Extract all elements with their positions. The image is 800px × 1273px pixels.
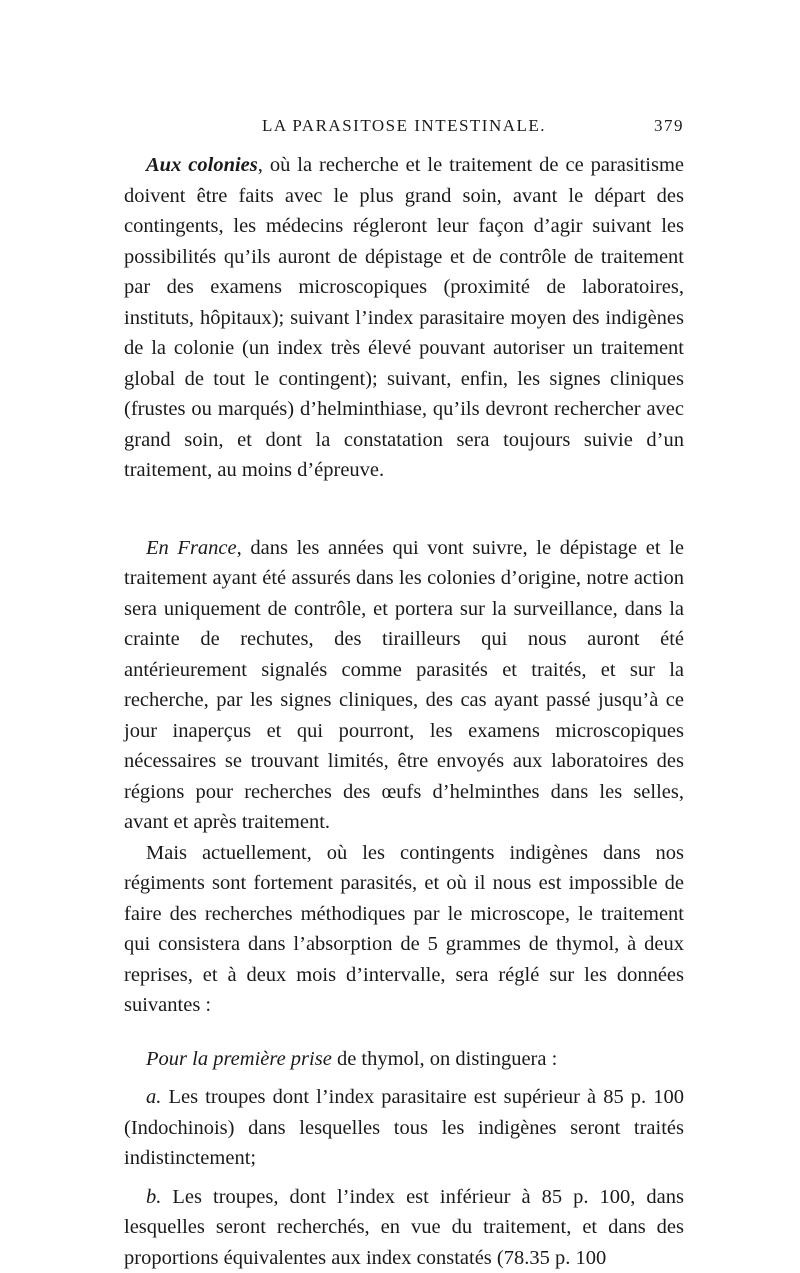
- list-item-a: [124, 1082, 684, 1174]
- paragraph-colonies: [124, 150, 684, 486]
- paragraph-text: , où la recherche et le traitement de ce parasitisme doivent être faits avec le plus grand soin, avant le départ des contingents, les médecins régleront leur façon d’agir suivant les possibilités qu’ils auront de dépistage et de contrôle de traitement par des examens microscopiques (proximité de laboratoires, instituts, hôpitaux); suivant l’index parasitaire moyen des indigènes de la colonie (un index très élevé pouvant autoriser un traitement global de tout le contingent); suivant, enfin, les signes cliniques (frustes ou marqués) d’helminthiase, qu’ils devront rechercher avec grand soin, et dont la constatation sera toujours suivie d’un traitement, au moins d’épreuve.: [124, 154, 684, 481]
- page-number: 379: [654, 116, 684, 136]
- list-item-marker: a.: [146, 1086, 161, 1108]
- paragraph-lead: Aux colonies: [146, 154, 258, 176]
- paragraph-text: , dans les années qui vont suivre, le dépistage et le traitement ayant été assurés dans les colonies d’origine, notre action sera uniquement de contrôle, et portera sur la surveillance, dans la crainte de rechutes, des tirailleurs qui nous auront été antérieurement signalés comme parasités et traités, et sur la recherche, par les signes cliniques, des cas ayant passé jusqu’à ce jour inaperçus et qui pourront, les examens microscopiques nécessaires se trouvant limités, être envoyés aux laboratoires des régions pour recherches des œufs d’helminthes dans les selles, avant et après traitement.: [124, 537, 684, 834]
- paragraph-text: Mais actuellement, où les contingents indigènes dans nos régiments sont fortement parasités, et où il nous est impossible de faire des recherches méthodiques par le microscope, le traitement qui consistera dans l’absorption de 5 grammes de thymol, à deux reprises, et à deux mois d’intervalle, sera réglé sur les données suivantes :: [124, 842, 684, 1017]
- paragraph-text: de thymol, on distinguera :: [332, 1048, 557, 1070]
- paragraph-france: [124, 533, 684, 838]
- paragraph-lead: Pour la première prise: [146, 1048, 332, 1070]
- page-header: [124, 116, 684, 142]
- list-item-b: [124, 1182, 684, 1273]
- list-item-text: Les troupes dont l’index parasitaire est supérieur à 85 p. 100 (Indochinois) dans lesquelles tous les indigènes seront traités indistinctement;: [124, 1086, 684, 1169]
- paragraph-actuellement: [124, 838, 684, 1021]
- body-text: [124, 150, 684, 1273]
- list-item-marker: b.: [146, 1186, 161, 1208]
- paragraph-premiere-prise: [124, 1044, 684, 1075]
- running-title: LA PARASITOSE INTESTINALE.: [124, 116, 684, 136]
- list-item-text: Les troupes, dont l’index est inférieur à 85 p. 100, dans lesquelles seront recherchés, en vue du traitement, et dans des proportions équivalentes aux index constatés (78.35 p. 100: [124, 1186, 684, 1269]
- paragraph-lead: En France: [146, 537, 237, 559]
